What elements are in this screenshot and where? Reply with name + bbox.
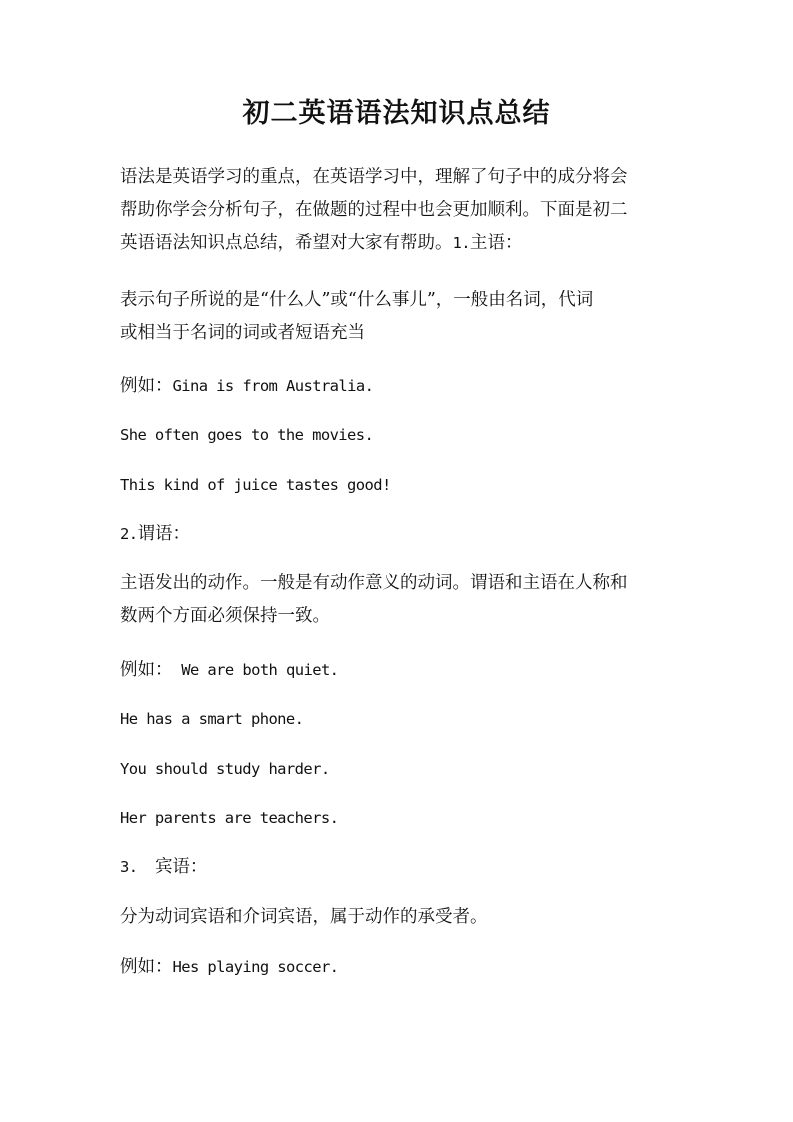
subject-example-1 bbox=[120, 370, 676, 403]
example-sentence: Gina is from Australia. bbox=[172, 377, 374, 395]
predicate-def-line-1: 主语发出的动作。一般是有动作意义的动词。谓语和主语在人称和 bbox=[120, 573, 628, 593]
example-sentence: Hes playing soccer. bbox=[172, 958, 339, 976]
intro-line-3 bbox=[120, 227, 676, 260]
subject-example-2: She often goes to the movies. bbox=[120, 426, 374, 444]
intro-line-1: 语法是英语学习的重点，在英语学习中，理解了句子中的成分将会 bbox=[120, 167, 628, 187]
intro-line-2: 帮助你学会分析句子，在做题的过程中也会更加顺利。下面是初二 bbox=[120, 200, 628, 220]
predicate-example-1 bbox=[120, 654, 676, 687]
predicate-example-4: Her parents are teachers. bbox=[120, 809, 339, 827]
object-heading-number: 3. bbox=[120, 858, 155, 876]
predicate-example-2: He has a smart phone. bbox=[120, 710, 304, 728]
example-sentence: We are both quiet. bbox=[172, 661, 339, 679]
object-heading bbox=[120, 851, 676, 884]
object-definition: 分为动词宾语和介词宾语，属于动作的承受者。 bbox=[120, 907, 488, 927]
predicate-example-3: You should study harder. bbox=[120, 760, 330, 778]
document-title: 初二英语语法知识点总结 bbox=[242, 98, 551, 129]
object-heading-label: 宾语： bbox=[154, 857, 208, 877]
example-prefix: 例如： bbox=[120, 376, 173, 396]
subject-example-3: This kind of juice tastes good! bbox=[120, 476, 391, 494]
predicate-heading-label: 谓语： bbox=[137, 524, 190, 544]
predicate-def-line-2: 数两个方面必须保持一致。 bbox=[120, 606, 330, 626]
subject-heading-number: 1. bbox=[452, 234, 470, 252]
intro-paragraph bbox=[120, 161, 676, 260]
subject-def-line-2: 或相当于名词的词或者短语充当 bbox=[120, 323, 365, 343]
object-example-1 bbox=[120, 951, 676, 984]
subject-def-line-1: 表示句子所说的是“什么人”或“什么事儿”，一般由名词，代词 bbox=[120, 290, 594, 310]
predicate-heading bbox=[120, 518, 676, 551]
intro-line-3-text: 英语语法知识点总结，希望对大家有帮助。 bbox=[120, 233, 453, 253]
subject-heading-label: 主语： bbox=[469, 233, 523, 253]
example-prefix: 例如： bbox=[120, 957, 173, 977]
subject-definition bbox=[120, 284, 676, 350]
example-prefix: 例如： bbox=[120, 660, 173, 680]
predicate-definition bbox=[120, 567, 676, 633]
predicate-heading-number: 2. bbox=[120, 525, 138, 543]
